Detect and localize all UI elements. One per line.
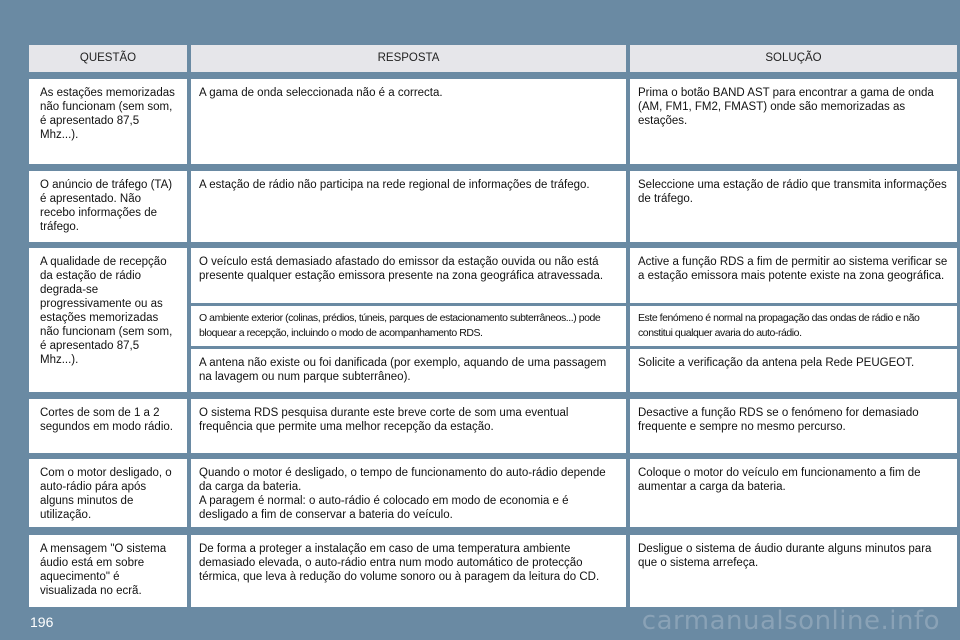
answer-cell: O veículo está demasiado afastado do emissor da estação ouvida ou não está presente qualquer estação emissora presente na zona geográfica atravessada. [191, 248, 626, 303]
solution-cell: Prima o botão BAND AST para encontrar a gama de onda (AM, FM1, FM2, FMAST) onde são memorizadas as estações. [630, 79, 957, 164]
question-cell: O anúncio de tráfego (TA) é apresentado. Não recebo informações de tráfego. [29, 171, 187, 242]
question-cell: Cortes de som de 1 a 2 segundos em modo rádio. [29, 399, 187, 453]
watermark: carmanualsonline.info [641, 606, 940, 636]
header-question: QUESTÃO [29, 45, 187, 72]
answer-cell: A estação de rádio não participa na rede regional de informações de tráfego. [191, 171, 626, 242]
solution-cell: Seleccione uma estação de rádio que transmita informações de tráfego. [630, 171, 957, 242]
answer-cell: O sistema RDS pesquisa durante este breve corte de som uma eventual frequência que permite uma melhor recepção da estação. [191, 399, 626, 453]
solution-cell: Solicite a verificação da antena pela Rede PEUGEOT. [630, 349, 957, 392]
page-number: 196 [30, 614, 54, 630]
answer-cell: O ambiente exterior (colinas, prédios, túneis, parques de estacionamento subterrâneos...) pode bloquear a recepção, incluindo o modo de acompanhamento RDS. [191, 306, 626, 346]
header-answer: RESPOSTA [191, 45, 626, 72]
question-cell: A mensagem "O sistema áudio está em sobre aquecimento" é visualizada no ecrã. [29, 535, 187, 607]
header-solution: SOLUÇÃO [630, 45, 957, 72]
solution-cell: Coloque o motor do veículo em funcionamento a fim de aumentar a carga da bateria. [630, 459, 957, 527]
answer-cell: Quando o motor é desligado, o tempo de funcionamento do auto-rádio depende da carga da bateria. A paragem é normal: o auto-rádio é colocado em modo de economia e é desligado a fim de conservar a bateria do veículo. [191, 459, 626, 527]
solution-cell: Active a função RDS a fim de permitir ao sistema verificar se a estação emissora mais potente existe na zona geográfica. [630, 248, 957, 303]
answer-cell: De forma a proteger a instalação em caso de uma temperatura ambiente demasiado elevada, o auto-rádio entra num modo automático de protecção térmica, que leva à redução do volume sonoro ou à paragem da leitura do CD. [191, 535, 626, 607]
solution-cell: Desligue o sistema de áudio durante alguns minutos para que o sistema arrefeça. [630, 535, 957, 607]
solution-cell: Este fenómeno é normal na propagação das ondas de rádio e não constitui qualquer avaria do auto-rádio. [630, 306, 957, 346]
question-cell: Com o motor desligado, o auto-rádio pára após alguns minutos de utilização. [29, 459, 187, 527]
answer-cell: A gama de onda seleccionada não é a correcta. [191, 79, 626, 164]
question-cell: A qualidade de recepção da estação de rádio degrada-se progressivamente ou as estações memorizadas não funcionam (sem som, é apresentado 87,5 Mhz...). [29, 248, 187, 392]
solution-cell: Desactive a função RDS se o fenómeno for demasiado frequente e sempre no mesmo percurso. [630, 399, 957, 453]
question-cell: As estações memorizadas não funcionam (sem som, é apresentado 87,5 Mhz...). [29, 79, 187, 164]
answer-cell: A antena não existe ou foi danificada (por exemplo, aquando de uma passagem na lavagem ou num parque subterrâneo). [191, 349, 626, 392]
